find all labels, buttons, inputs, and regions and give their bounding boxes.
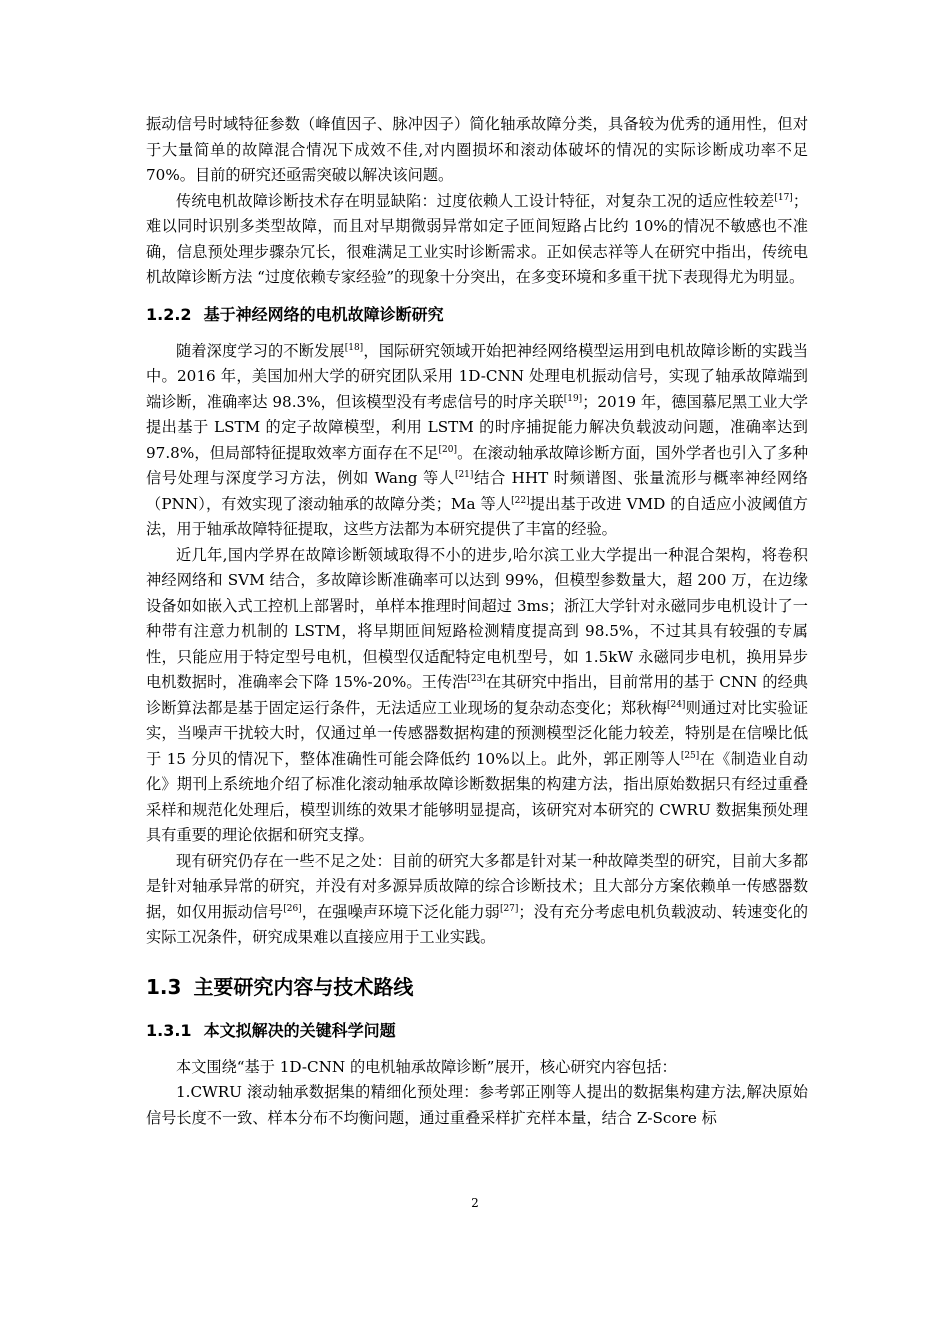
text-run: ，在强噪声环境下泛化能力弱 — [301, 902, 500, 921]
section-title: 本文拟解决的关键科学问题 — [203, 1020, 396, 1040]
text-run: 传统电机故障诊断技术存在明显缺陷：过度依赖人工设计特征，对复杂工况的适应性较差 — [176, 191, 775, 210]
text-run: 则通过对比实验证实，当噪声干扰较大时，仅通过单一传感器数据构建的预测模型泛化能力较差，特别是在信噪比低于 15 分贝的情况下，整体准确性可能会降低约 10%以上。此外，郭正刚等人 — [146, 698, 809, 768]
section-number: 1.3.1 — [146, 1020, 192, 1040]
citation-26[interactable]: [26] — [283, 903, 302, 914]
citation-25[interactable]: [25] — [680, 750, 700, 761]
text-run: ；难以同时识别多类型故障，而且对早期微弱异常如定子匝间短路占比约 10%的情况不敏感也不准确，信息预处理步骤杂冗长，很难满足工业实时诊断需求。正如侯志祥等人在研究中指出，传统电机故障诊断方法 “过度依赖专家经验”的现象十分突出，在多变环境和多重干扰下表现得尤为明显。 — [146, 191, 808, 286]
section-title: 主要研究内容与技术路线 — [193, 974, 414, 999]
text-run: 近几年,国内学界在故障诊断领域取得不小的进步,哈尔滨工业大学提出一种混合架构，将卷积神经网络和 SVM 结合，多故障诊断准确率可以达到 99%，但模型参数量大，超 200 万，在边缘设备如如嵌入式工控机上部署时，单样本推理时间超过 3ms；浙江大学针对永磁同步电机设计了一种带有注意力机制的 LSTM，将早期匝间短路检测精度提高到 98.5%，不过其具有较强的专属性，只能应用于特定型号电机，但模型仅适配特定电机型号，如 1.5kW 永磁同步电机，换用异步电机数据时，准确率会下降 15%-20%。王传浩 — [146, 545, 808, 691]
text-run: ；2019 年，德国慕尼黑工业大学提出基于 LSTM 的定子故障模型，利用 LSTM 的时序捕捉能力解决负载波动问题，准确率达到 97.8%，但局部特征提取效率方面存在不足 — [146, 392, 808, 462]
section-heading-1-3-1 — [146, 1019, 808, 1043]
citation-22[interactable]: [22] — [511, 495, 530, 506]
section-number: 1.2.2 — [146, 304, 192, 324]
page-number: 2 — [471, 1196, 479, 1210]
text-run: 。在滚动轴承故障诊断方面，国外学者也引入了多种信号处理与深度学习方法，例如 Wang 等人 — [146, 443, 809, 487]
page-body — [146, 112, 808, 1131]
section-heading-1-3 — [146, 973, 808, 1001]
paragraph-2 — [146, 189, 808, 291]
text-run: ；没有充分考虑电机负载波动、转速变化的实际工况条件，研究成果难以直接应用于工业实践。 — [146, 902, 809, 946]
paragraph-3 — [146, 339, 808, 543]
paragraph-1: 振动信号时域特征参数（峰值因子、脉冲因子）简化轴承故障分类，具备较为优秀的通用性，但对于大量简单的故障混合情况下成效不佳,对内圈损坏和滚动体破坏的情况的实际诊断成功率不足 70%。目前的研究还亟需突破以解决该问题。 — [146, 115, 808, 184]
citation-24[interactable]: [24] — [666, 699, 686, 710]
section-number: 1.3 — [146, 974, 182, 999]
section-heading-1-2-2 — [146, 303, 808, 327]
citation-20[interactable]: [20] — [438, 444, 457, 455]
citation-19[interactable]: [19] — [563, 393, 583, 404]
section-title: 基于神经网络的电机故障诊断研究 — [203, 304, 444, 324]
citation-17[interactable]: [17] — [774, 192, 793, 203]
text-run: 在其研究中指出，目前常用的基于 CNN 的经典诊断算法都是基于固定运行条件，无法适应工业现场的复杂动态变化；郑秋梅 — [146, 673, 808, 717]
text-run: 在《制造业自动化》期刊上系统地介绍了标准化滚动轴承故障诊断数据集的构建方法，指出原始数据只有经过重叠采样和规范化处理后，模型训练的效果才能够明显提高，该研究对本研究的 CWRU 数据集预处理具有重要的理论依据和研究支撑。 — [146, 749, 808, 844]
paragraph-6: 本文围绕“基于 1D-CNN 的电机轴承故障诊断”展开，核心研究内容包括： — [176, 1057, 677, 1076]
text-run: ，国际研究领域开始把神经网络模型运用到电机故障诊断的实践当中。2016 年，美国加州大学的研究团队采用 1D-CNN 处理电机振动信号，实现了轴承故障端到端诊断，准确率达 98.3%，但该模型没有考虑信号的时序关联 — [146, 341, 809, 411]
citation-18[interactable]: [18] — [344, 342, 364, 353]
citation-21[interactable]: [21] — [454, 470, 474, 480]
text-run: 结合 HHT 时频谱图、张量流形与概率神经网络（PNN），有效实现了滚动轴承的故障分类；Ma 等人 — [146, 469, 808, 513]
paragraph-4 — [146, 543, 808, 849]
paragraph-7: 1.CWRU 滚动轴承数据集的精细化预处理：参考郭正刚等人提出的数据集构建方法,解决原始信号长度不一致、样本分布不均衡问题，通过重叠采样扩充样本量，结合 Z-Score 标 — [146, 1083, 808, 1127]
text-run: 提出基于改进 VMD 的自适应小波阈值方法，用于轴承故障特征提取，这些方法都为本研究提供了丰富的经验。 — [146, 494, 808, 538]
paragraph-5 — [146, 849, 808, 951]
text-run: 现有研究仍存在一些不足之处：目前的研究大多都是针对某一种故障类型的研究，目前大多都是针对轴承异常的研究，并没有对多源异质故障的综合诊断技术；且大部分方案依赖单一传感器数据，如仅用振动信号 — [146, 851, 808, 921]
citation-27[interactable]: [27] — [499, 903, 519, 914]
citation-23[interactable]: [23] — [467, 674, 486, 684]
text-run: 随着深度学习的不断发展 — [176, 341, 345, 360]
